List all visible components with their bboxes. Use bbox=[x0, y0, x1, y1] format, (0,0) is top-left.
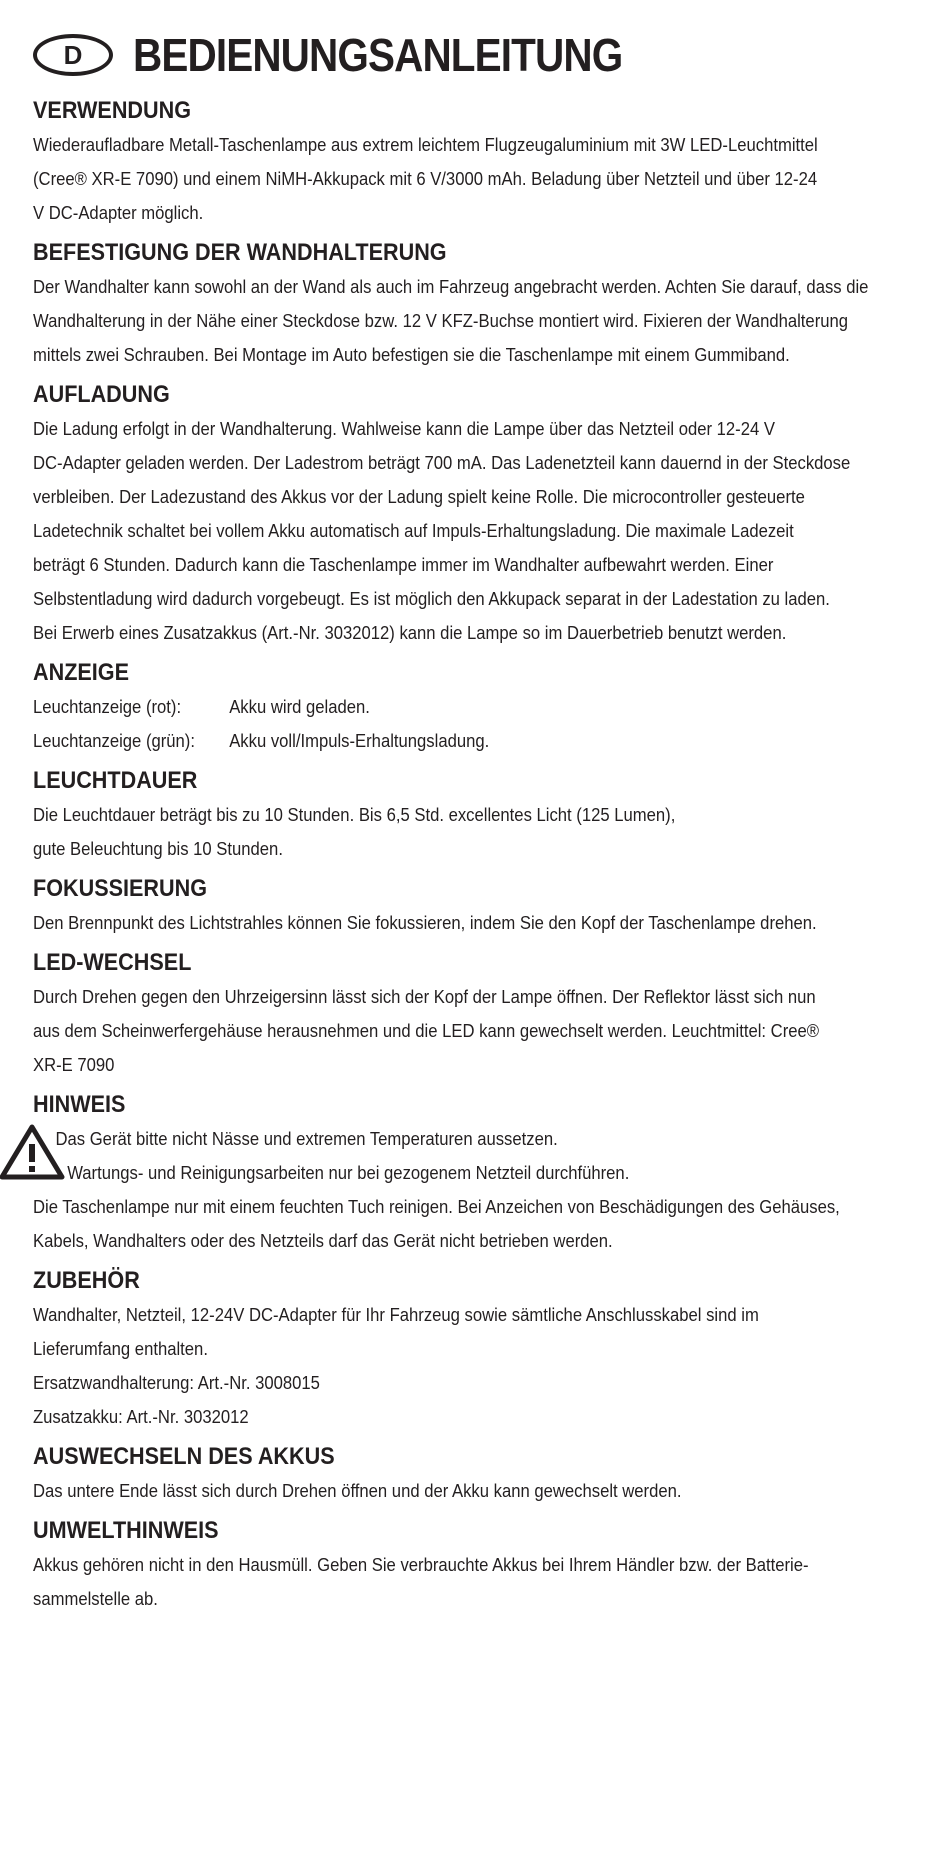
indicator-label: Leuchtanzeige (rot): bbox=[33, 696, 182, 717]
text-line: XR-E 7090 bbox=[33, 1054, 115, 1075]
text-line: V DC-Adapter möglich. bbox=[33, 202, 204, 223]
section-anzeige bbox=[33, 656, 913, 758]
text-line: Zusatzakku: Art.-Nr. 3032012 bbox=[33, 1406, 249, 1427]
indicator-label: Leuchtanzeige (grün): bbox=[33, 730, 195, 751]
section-heading: VERWENDUNG bbox=[33, 97, 192, 124]
section-led-wechsel bbox=[33, 946, 913, 1082]
text-line: DC-Adapter geladen werden. Der Ladestrom beträgt 700 mA. Das Ladenetzteil kann dauernd in der Steckdose bbox=[33, 452, 851, 473]
section-heading: ANZEIGE bbox=[33, 659, 130, 686]
warning-notice bbox=[33, 1122, 913, 1190]
text-line: Die Taschenlampe nur mit einem feuchten Tuch reinigen. Bei Anzeichen von Beschädigungen des Gehäuses, bbox=[33, 1196, 840, 1217]
section-heading: FOKUSSIERUNG bbox=[33, 875, 208, 902]
section-heading: LED-WECHSEL bbox=[33, 949, 192, 976]
section-aufladung bbox=[33, 378, 913, 650]
section-leuchtdauer bbox=[33, 764, 913, 866]
section-umwelt bbox=[33, 1514, 913, 1616]
text-line: Die Ladung erfolgt in der Wandhalterung. Wahlweise kann die Lampe über das Netzteil oder 12-24 V bbox=[33, 418, 775, 439]
text-line: gute Beleuchtung bis 10 Stunden. bbox=[33, 838, 283, 859]
indicator-row bbox=[33, 724, 915, 758]
text-line: aus dem Scheinwerfergehäuse herausnehmen und die LED kann gewechselt werden. Leuchtmittel: Cree® bbox=[33, 1020, 820, 1041]
text-line: Wandhalterung in der Nähe einer Steckdose bzw. 12 V KFZ-Buchse montiert wird. Fixieren der Wandhalterung bbox=[33, 310, 849, 331]
section-zubehoer bbox=[33, 1264, 913, 1434]
section-heading: ZUBEHÖR bbox=[33, 1267, 140, 1294]
language-badge: D bbox=[33, 34, 113, 76]
text-line: Kabels, Wandhalters oder des Netzteils darf das Gerät nicht betrieben werden. bbox=[33, 1230, 613, 1251]
section-hinweis bbox=[33, 1088, 913, 1258]
title-row bbox=[33, 26, 913, 84]
section-heading: HINWEIS bbox=[33, 1091, 126, 1118]
section-fokussierung bbox=[33, 872, 913, 940]
warning-line: Das Gerät bitte nicht Nässe und extremen Temperaturen aussetzen. bbox=[55, 1128, 558, 1149]
section-akkuwechsel bbox=[33, 1440, 913, 1508]
section-befestigung bbox=[33, 236, 913, 372]
warning-line: Wartungs- und Reinigungsarbeiten nur bei gezogenem Netzteil durchführen. bbox=[67, 1162, 630, 1183]
text-line: Die Leuchtdauer beträgt bis zu 10 Stunden. Bis 6,5 Std. excellentes Licht (125 Lumen), bbox=[33, 804, 676, 825]
section-heading: BEFESTIGUNG DER WANDHALTERUNG bbox=[33, 239, 447, 266]
text-line: Durch Drehen gegen den Uhrzeigersinn lässt sich der Kopf der Lampe öffnen. Der Reflektor lässt sich nun bbox=[33, 986, 816, 1007]
text-line: Lieferumfang enthalten. bbox=[33, 1338, 208, 1359]
text-line: (Cree® XR-E 7090) und einem NiMH-Akkupack mit 6 V/3000 mAh. Beladung über Netzteil und über 12-24 bbox=[33, 168, 818, 189]
text-line: verbleiben. Der Ladezustand des Akkus vor der Ladung spielt keine Rolle. Die microcontroller gesteuerte bbox=[33, 486, 805, 507]
section-verwendung bbox=[33, 94, 913, 230]
text-line: Bei Erwerb eines Zusatzakkus (Art.-Nr. 3032012) kann die Lampe so im Dauerbetrieb benutzt werden. bbox=[33, 622, 787, 643]
indicator-row bbox=[33, 690, 915, 724]
text-line: Der Wandhalter kann sowohl an der Wand als auch im Fahrzeug angebracht werden. Achten Sie darauf, dass die bbox=[33, 276, 869, 297]
text-line: sammelstelle ab. bbox=[33, 1588, 158, 1609]
manual-page bbox=[33, 26, 913, 1622]
text-line: Den Brennpunkt des Lichtstrahles können Sie fokussieren, indem Sie den Kopf der Taschenlampe drehen. bbox=[33, 912, 817, 933]
text-line: Das untere Ende lässt sich durch Drehen öffnen und der Akku kann gewechselt werden. bbox=[33, 1480, 682, 1501]
text-line: Wandhalter, Netzteil, 12-24V DC-Adapter für Ihr Fahrzeug sowie sämtliche Anschlusskabel sind im bbox=[33, 1304, 759, 1325]
text-line: Wiederaufladbare Metall-Taschenlampe aus extrem leichtem Flugzeugaluminium mit 3W LED-Leuchtmittel bbox=[33, 134, 818, 155]
indicator-value: Akku voll/Impuls-Erhaltungsladung. bbox=[229, 730, 490, 751]
indicator-value: Akku wird geladen. bbox=[229, 696, 370, 717]
section-heading: AUFLADUNG bbox=[33, 381, 170, 408]
section-heading: LEUCHTDAUER bbox=[33, 767, 198, 794]
text-line: beträgt 6 Stunden. Dadurch kann die Taschenlampe immer im Wandhalter aufbewahrt werden. Einer bbox=[33, 554, 774, 575]
section-heading: AUSWECHSELN DES AKKUS bbox=[33, 1443, 335, 1470]
text-line: Selbstentladung wird dadurch vorgebeugt. Es ist möglich den Akkupack separat in der Ladestation zu laden. bbox=[33, 588, 830, 609]
text-line: Ladetechnik schaltet bei vollem Akku automatisch auf Impuls-Erhaltungsladung. Die maximale Ladezeit bbox=[33, 520, 794, 541]
text-line: Akkus gehören nicht in den Hausmüll. Geben Sie verbrauchte Akkus bei Ihrem Händler bzw. der Batterie- bbox=[33, 1554, 809, 1575]
section-heading: UMWELTHINWEIS bbox=[33, 1517, 219, 1544]
page-title: BEDIENUNGSANLEITUNG bbox=[133, 29, 623, 81]
text-line: mittels zwei Schrauben. Bei Montage im Auto befestigen sie die Taschenlampe mit einem Gummiband. bbox=[33, 344, 790, 365]
text-line: Ersatzwandhalterung: Art.-Nr. 3008015 bbox=[33, 1372, 320, 1393]
